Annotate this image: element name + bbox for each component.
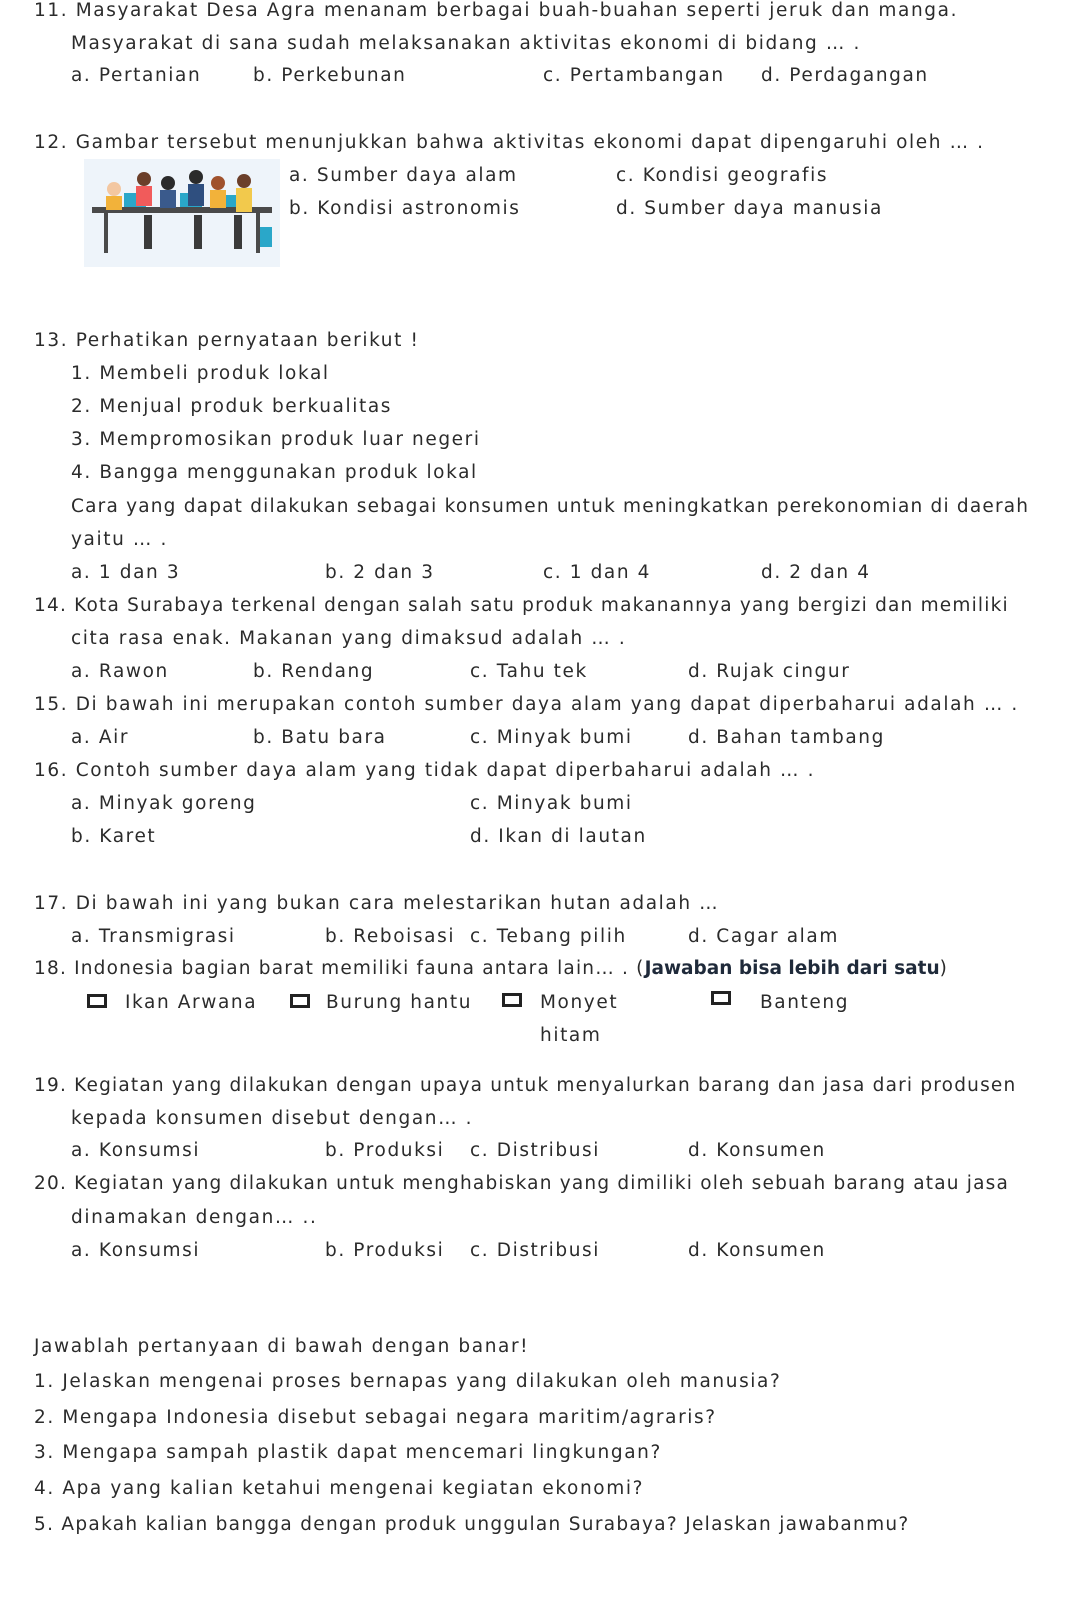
q13-statement-3: 3. Mempromosikan produk luar negeri <box>71 429 481 450</box>
essay-question-3: 3. Mengapa sampah plastik dapat mencemari lingkungan? <box>34 1442 662 1463</box>
q19-option-b: b. Produksi <box>325 1140 445 1161</box>
essay-question-4: 4. Apa yang kalian ketahui mengenai kegiatan ekonomi? <box>34 1478 644 1499</box>
q14-option-d: d. Rujak cingur <box>688 661 851 682</box>
q16-option-c: c. Minyak bumi <box>470 793 633 814</box>
q11-option-c: c. Pertambangan <box>543 65 725 86</box>
q17-option-d: d. Cagar alam <box>688 926 839 947</box>
q13-option-a: a. 1 dan 3 <box>71 562 181 583</box>
q20-stem-line2: dinamakan dengan… .. <box>71 1207 318 1228</box>
q19-option-c: c. Distribusi <box>470 1140 601 1161</box>
q11-option-b: b. Perkebunan <box>253 65 407 86</box>
q20-option-a: a. Konsumsi <box>71 1240 201 1261</box>
essay-title: Jawablah pertanyaan di bawah dengan banar! <box>34 1336 530 1357</box>
q15-option-d: d. Bahan tambang <box>688 727 885 748</box>
q12-option-d: d. Sumber daya manusia <box>616 198 883 219</box>
q18-stem <box>34 958 948 980</box>
q16-option-d: d. Ikan di lautan <box>470 826 647 847</box>
q20-option-b: b. Produksi <box>325 1240 445 1261</box>
q12-option-c: c. Kondisi geografis <box>616 165 829 186</box>
q12-option-a: a. Sumber daya alam <box>289 165 518 186</box>
q18-checkbox-2[interactable] <box>290 994 310 1008</box>
q13-statement-1: 1. Membeli produk lokal <box>71 363 330 384</box>
q16-stem: 16. Contoh sumber daya alam yang tidak dapat diperbaharui adalah … . <box>34 760 816 781</box>
q13-option-d: d. 2 dan 4 <box>761 562 871 583</box>
q19-stem-line1: 19. Kegiatan yang dilakukan dengan upaya untuk menyalurkan barang dan jasa dari produsen <box>34 1075 1017 1096</box>
q18-checkbox-1[interactable] <box>87 994 107 1008</box>
essay-question-2: 2. Mengapa Indonesia disebut sebagai negara maritim/agraris? <box>34 1407 717 1428</box>
q11-stem-line1: 11. Masyarakat Desa Agra menanam berbagai buah-buahan seperti jeruk dan manga. <box>34 0 959 21</box>
q18-option-1: Ikan Arwana <box>125 992 258 1013</box>
q13-option-c: c. 1 dan 4 <box>543 562 652 583</box>
q18-option-3-continued: hitam <box>540 1025 602 1046</box>
q16-option-b: b. Karet <box>71 826 157 847</box>
q14-option-a: a. Rawon <box>71 661 169 682</box>
q13-question-line2: yaitu … . <box>71 529 168 550</box>
q13-question-line1: Cara yang dapat dilakukan sebagai konsumen untuk meningkatkan perekonomian di daerah <box>71 496 1030 517</box>
q18-close-paren: ) <box>939 958 949 979</box>
q15-stem: 15. Di bawah ini merupakan contoh sumber daya alam yang dapat diperbaharui adalah … . <box>34 694 1019 715</box>
q15-option-b: b. Batu bara <box>253 727 387 748</box>
essay-question-5: 5. Apakah kalian bangga dengan produk unggulan Surabaya? Jelaskan jawabanmu? <box>34 1514 910 1535</box>
q17-option-b: b. Reboisasi <box>325 926 456 947</box>
q19-stem-line2: kepada konsumen disebut dengan… . <box>71 1108 474 1129</box>
q11-option-a: a. Pertanian <box>71 65 202 86</box>
q13-statement-2: 2. Menjual produk berkualitas <box>71 396 392 417</box>
q18-option-2: Burung hantu <box>326 992 473 1013</box>
q11-stem-line2: Masyarakat di sana sudah melaksanakan aktivitas ekonomi di bidang … . <box>71 33 861 54</box>
q18-note: Jawaban bisa lebih dari satu <box>644 958 940 979</box>
q15-option-c: c. Minyak bumi <box>470 727 633 748</box>
q18-option-4: Banteng <box>760 992 850 1013</box>
q20-option-c: c. Distribusi <box>470 1240 601 1261</box>
q19-option-a: a. Konsumsi <box>71 1140 201 1161</box>
q15-option-a: a. Air <box>71 727 130 748</box>
q13-statement-4: 4. Bangga menggunakan produk lokal <box>71 462 478 483</box>
q13-option-b: b. 2 dan 3 <box>325 562 435 583</box>
office-workers-illustration <box>84 159 280 267</box>
q17-option-a: a. Transmigrasi <box>71 926 236 947</box>
q17-stem: 17. Di bawah ini yang bukan cara melestarikan hutan adalah … <box>34 893 720 914</box>
q12-option-b: b. Kondisi astronomis <box>289 198 521 219</box>
q18-checkbox-3[interactable] <box>502 993 522 1007</box>
q20-option-d: d. Konsumen <box>688 1240 826 1261</box>
q18-stem-text: 18. Indonesia bagian barat memiliki fauna antara lain… . ( <box>34 958 645 979</box>
q12-stem: 12. Gambar tersebut menunjukkan bahwa aktivitas ekonomi dapat dipengaruhi oleh … . <box>34 132 985 153</box>
q17-option-c: c. Tebang pilih <box>470 926 627 947</box>
q18-option-3: Monyet <box>540 992 619 1013</box>
q18-checkbox-4[interactable] <box>711 991 731 1005</box>
q11-option-d: d. Perdagangan <box>761 65 929 86</box>
q14-stem-line2: cita rasa enak. Makanan yang dimaksud adalah … . <box>71 628 627 649</box>
q14-option-c: c. Tahu tek <box>470 661 588 682</box>
q20-stem-line1: 20. Kegiatan yang dilakukan untuk menghabiskan yang dimiliki oleh sebuah barang atau jasa <box>34 1173 1010 1194</box>
q14-option-b: b. Rendang <box>253 661 375 682</box>
q16-option-a: a. Minyak goreng <box>71 793 257 814</box>
essay-question-1: 1. Jelaskan mengenai proses bernapas yang dilakukan oleh manusia? <box>34 1371 782 1392</box>
q14-stem-line1: 14. Kota Surabaya terkenal dengan salah satu produk makanannya yang bergizi dan memiliki <box>34 595 1009 616</box>
q13-stem: 13. Perhatikan pernyataan berikut ! <box>34 330 420 351</box>
q19-option-d: d. Konsumen <box>688 1140 826 1161</box>
